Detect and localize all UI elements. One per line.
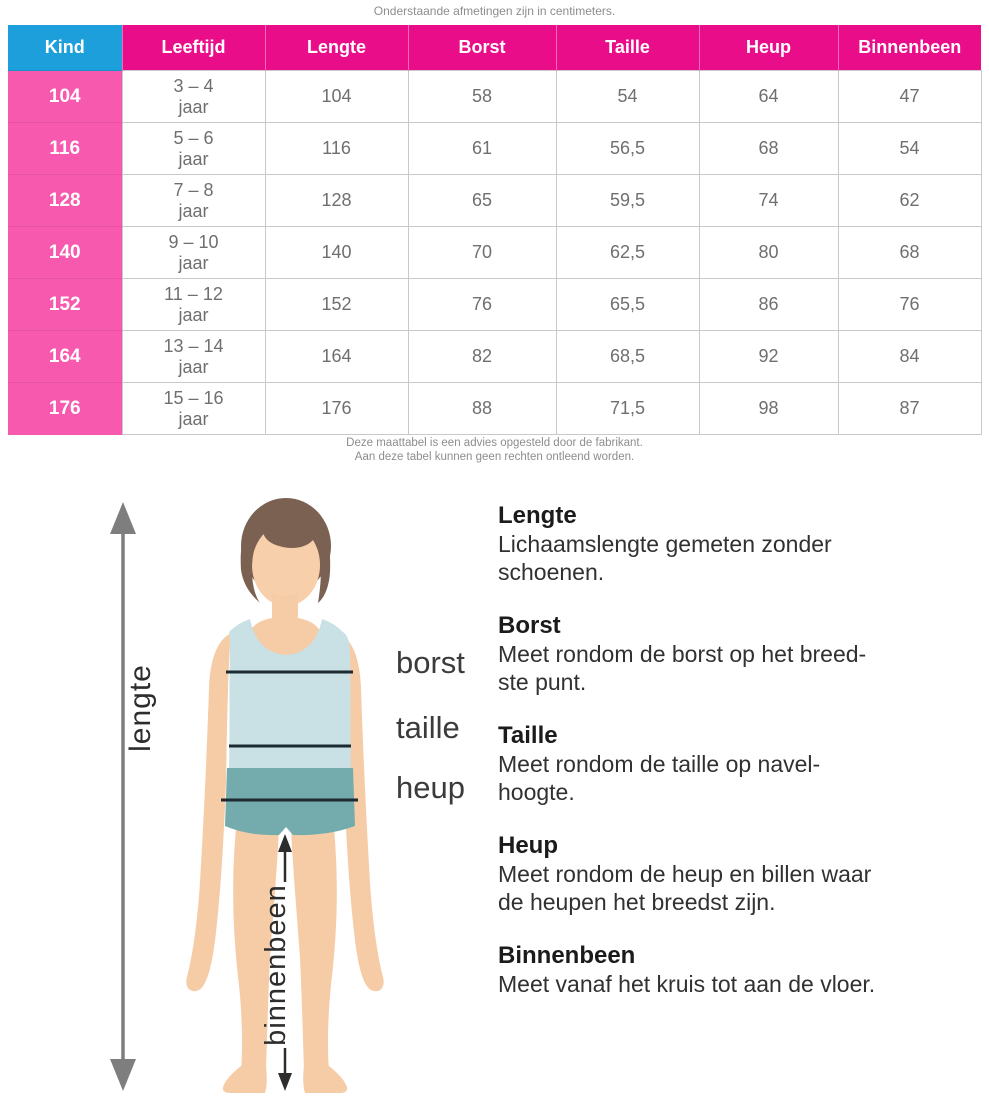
definition-lengte [498,502,978,586]
binnenbeen-value: 54 [838,123,981,175]
age-value [122,279,265,331]
age-unit: jaar [178,96,209,117]
taille-value: 62,5 [556,227,699,279]
left-arm [186,633,231,991]
age-value [122,175,265,227]
borst-value: 76 [408,279,556,331]
table-row [8,123,981,175]
borst-value: 70 [408,227,556,279]
size-value: 116 [8,123,122,175]
size-value: 164 [8,331,122,383]
heup-value: 98 [699,383,838,435]
size-value: 176 [8,383,122,435]
table-row [8,383,981,435]
definition-text-line: Meet rondom de heup en billen waar [498,861,872,887]
binnenbeen-value: 68 [838,227,981,279]
lengte-label: lengte [124,664,157,752]
age-unit: jaar [178,148,209,169]
table-row [8,331,981,383]
size-table [8,25,982,435]
disclaimer [0,437,989,464]
age-value [122,123,265,175]
definition-text-line: Lichaamslengte gemeten zonder [498,531,832,557]
binnenbeen-value: 87 [838,383,981,435]
taille-value: 56,5 [556,123,699,175]
size-value: 140 [8,227,122,279]
lengte-value: 164 [265,331,408,383]
age-range: 13 – 14 [163,335,224,356]
header-leeftijd: Leeftijd [122,25,265,71]
binnenbeen-value: 76 [838,279,981,331]
binnenbeen-value: 47 [838,71,981,123]
right-foot [303,1066,347,1093]
left-foot [223,1066,267,1093]
definition-text-line: ste punt. [498,668,587,695]
definition-borst [498,612,978,696]
definition-text-line: Meet rondom de taille op navel- [498,751,821,777]
age-value [122,383,265,435]
header-heup: Heup [699,25,838,71]
size-value: 152 [8,279,122,331]
definition-text-line: schoenen. [498,558,605,585]
definition-title: Binnenbeen [498,942,636,969]
table-row [8,279,981,331]
age-unit: jaar [178,356,209,377]
age-unit: jaar [178,252,209,273]
taille-label: taille [396,710,460,745]
age-unit: jaar [178,304,209,325]
header-lengte: Lengte [265,25,408,71]
definition-taille [498,722,978,806]
heup-label: heup [396,770,465,805]
lengte-arrow-icon [110,502,136,1091]
definition-title: Taille [498,722,558,749]
definition-text-line: Meet rondom de borst op het breed- [498,641,867,667]
binnenbeen-label: binnenbeen [260,884,292,1046]
age-range: 9 – 10 [168,231,219,252]
lengte-value: 140 [265,227,408,279]
age-range: 3 – 4 [173,75,214,96]
lengte-value: 116 [265,123,408,175]
borst-value: 58 [408,71,556,123]
lengte-value: 152 [265,279,408,331]
age-range: 5 – 6 [173,127,214,148]
heup-value: 74 [699,175,838,227]
taille-value: 59,5 [556,175,699,227]
size-value: 128 [8,175,122,227]
definition-title: Heup [498,832,558,859]
heup-value: 86 [699,279,838,331]
definition-text-line: Meet vanaf het kruis tot aan de vloer. [498,971,876,997]
definition-title: Lengte [498,502,577,529]
heup-value: 64 [699,71,838,123]
taille-value: 68,5 [556,331,699,383]
disclaimer-line-2: Aan deze tabel kunnen geen rechten ontleend worden. [354,450,635,463]
taille-value: 65,5 [556,279,699,331]
table-header-row [8,25,981,71]
lengte-value: 128 [265,175,408,227]
age-value [122,331,265,383]
taille-value: 71,5 [556,383,699,435]
borst-value: 65 [408,175,556,227]
right-leg [291,828,337,1070]
lengte-value: 104 [265,71,408,123]
age-range: 7 – 8 [173,179,214,200]
heup-value: 92 [699,331,838,383]
age-unit: jaar [178,200,209,221]
age-value [122,71,265,123]
table-row [8,175,981,227]
binnenbeen-value: 84 [838,331,981,383]
definition-text-line: de heupen het breedst zijn. [498,888,776,915]
header-taille: Taille [556,25,699,71]
shorts [225,768,355,835]
header-borst: Borst [408,25,556,71]
definition-binnenbeen [498,942,978,999]
age-range: 15 – 16 [163,387,224,408]
size-value: 104 [8,71,122,123]
measurement-diagram [80,490,480,1100]
header-binnenbeen: Binnenbeen [838,25,981,71]
table-row [8,227,981,279]
taille-value: 54 [556,71,699,123]
borst-value: 82 [408,331,556,383]
table-row [8,71,981,123]
borst-label: borst [396,645,465,680]
borst-value: 61 [408,123,556,175]
definition-heup [498,832,978,916]
disclaimer-line-1: Deze maattabel is een advies opgesteld door de fabrikant. [346,437,643,449]
header-kind: Kind [8,25,122,71]
definitions-column [498,502,978,1025]
age-range: 11 – 12 [164,283,223,304]
age-unit: jaar [178,408,209,429]
heup-value: 80 [699,227,838,279]
borst-value: 88 [408,383,556,435]
heup-value: 68 [699,123,838,175]
units-caption: Onderstaande afmetingen zijn in centimeters. [373,4,616,18]
definition-text-line: hoogte. [498,778,575,805]
age-value [122,227,265,279]
definition-title: Borst [498,612,561,639]
binnenbeen-value: 62 [838,175,981,227]
lengte-value: 176 [265,383,408,435]
